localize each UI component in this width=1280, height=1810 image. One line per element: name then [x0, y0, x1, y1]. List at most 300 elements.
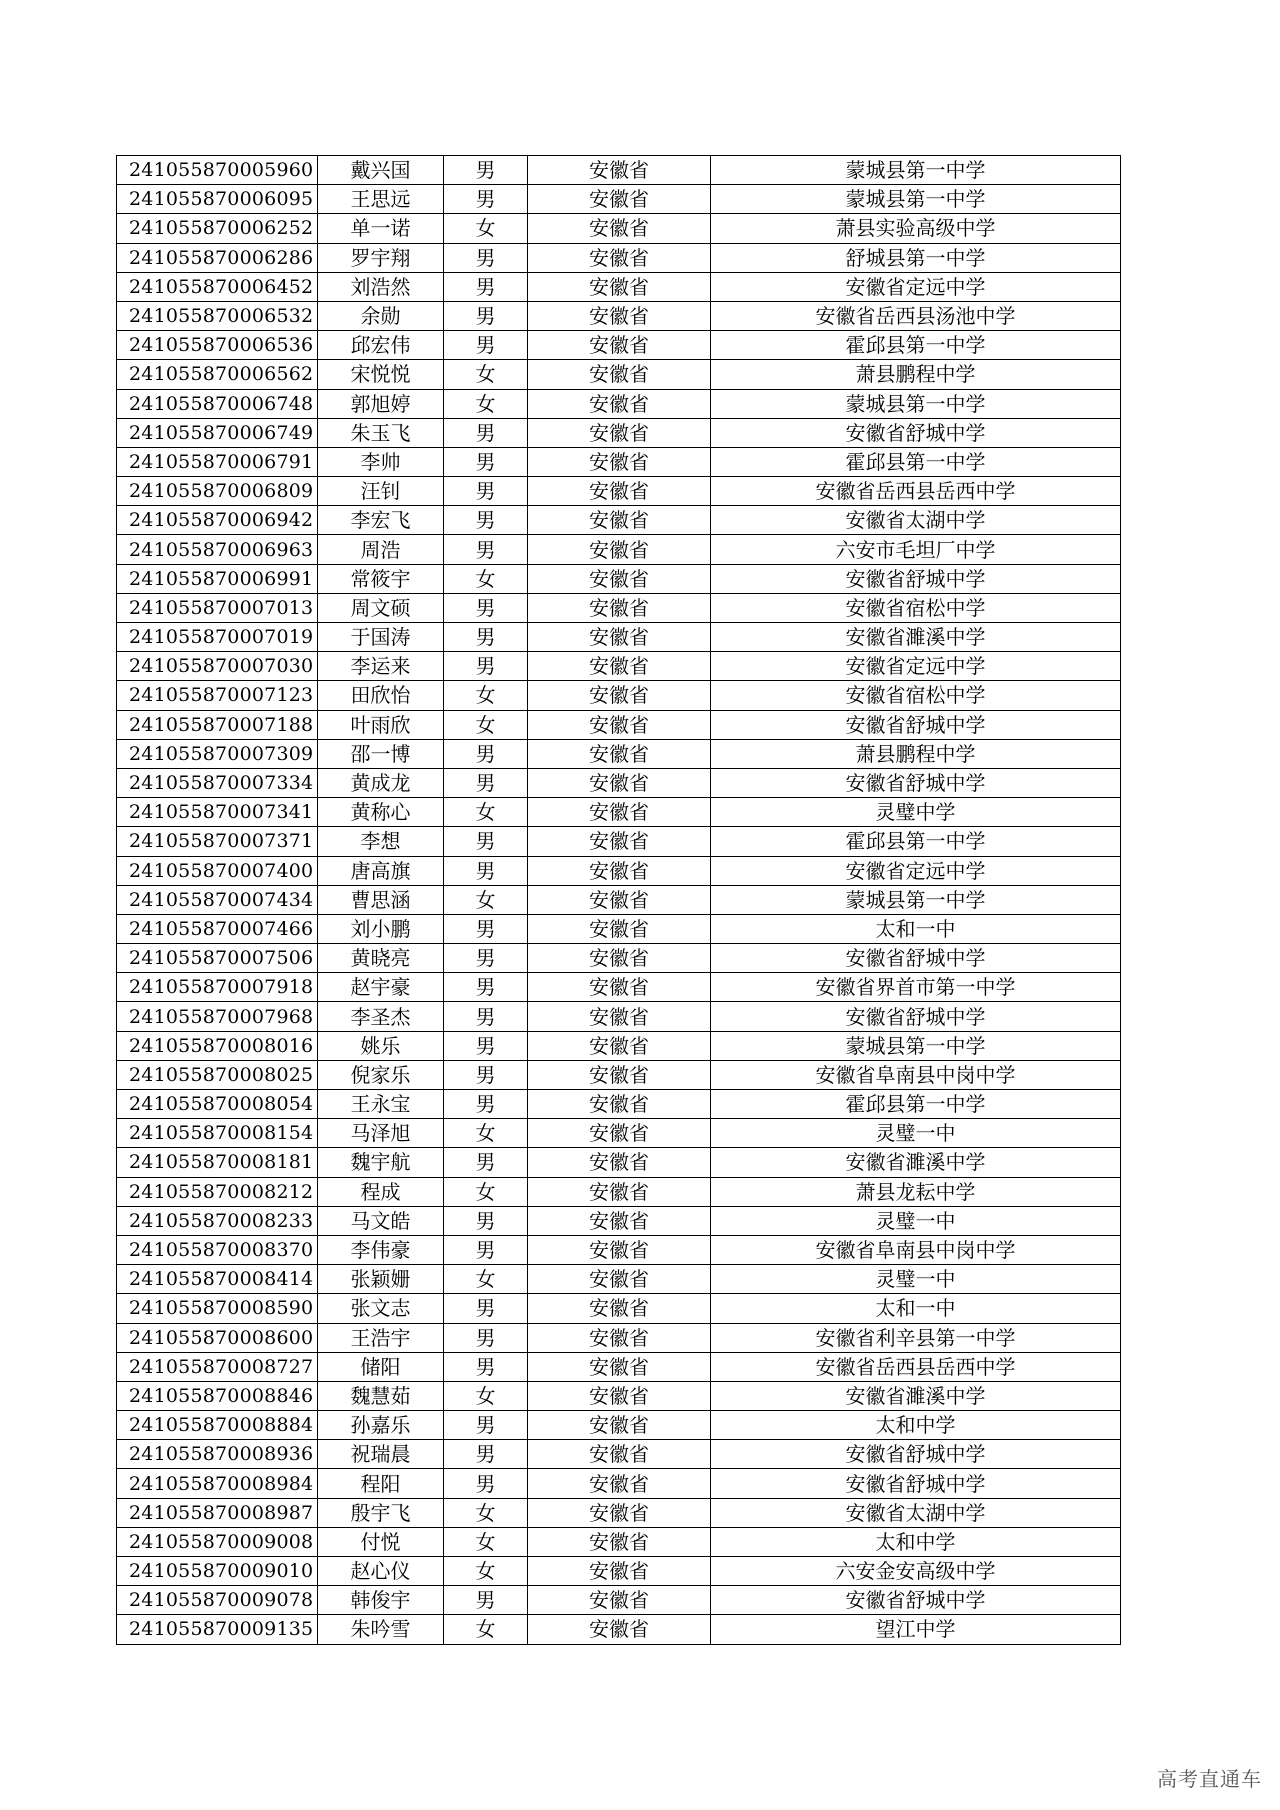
- province-cell: 安徽省: [528, 1206, 711, 1235]
- school-cell: 安徽省阜南县中岗中学: [711, 1235, 1121, 1264]
- table-row: [117, 1498, 1121, 1527]
- exam-id-cell: 241055870008181: [117, 1148, 318, 1177]
- exam-id-cell: 241055870008936: [117, 1440, 318, 1469]
- gender-cell: 男: [444, 535, 528, 564]
- province-cell: 安徽省: [528, 564, 711, 593]
- school-cell: 安徽省太湖中学: [711, 1498, 1121, 1527]
- gender-cell: 女: [444, 1119, 528, 1148]
- student-name-cell: 姚乐: [318, 1031, 444, 1060]
- school-cell: 安徽省利辛县第一中学: [711, 1323, 1121, 1352]
- student-name-cell: 朱吟雪: [318, 1615, 444, 1644]
- exam-id-cell: 241055870006286: [117, 243, 318, 272]
- province-cell: 安徽省: [528, 477, 711, 506]
- school-cell: 蒙城县第一中学: [711, 389, 1121, 418]
- exam-id-cell: 241055870006532: [117, 301, 318, 330]
- student-name-cell: 祝瑞晨: [318, 1440, 444, 1469]
- school-cell: 太和中学: [711, 1527, 1121, 1556]
- student-name-cell: 张颖姗: [318, 1265, 444, 1294]
- province-cell: 安徽省: [528, 1469, 711, 1498]
- province-cell: 安徽省: [528, 914, 711, 943]
- gender-cell: 男: [444, 185, 528, 214]
- table-row: [117, 447, 1121, 476]
- province-cell: 安徽省: [528, 768, 711, 797]
- exam-id-cell: 241055870006536: [117, 331, 318, 360]
- province-cell: 安徽省: [528, 1265, 711, 1294]
- exam-id-cell: 241055870007030: [117, 652, 318, 681]
- gender-cell: 男: [444, 1148, 528, 1177]
- province-cell: 安徽省: [528, 535, 711, 564]
- exam-id-cell: 241055870007309: [117, 739, 318, 768]
- school-cell: 霍邱县第一中学: [711, 331, 1121, 360]
- school-cell: 太和一中: [711, 1294, 1121, 1323]
- student-name-cell: 孙嘉乐: [318, 1411, 444, 1440]
- student-name-cell: 单一诺: [318, 214, 444, 243]
- table-row: [117, 1411, 1121, 1440]
- school-cell: 安徽省舒城中学: [711, 768, 1121, 797]
- table-row: [117, 243, 1121, 272]
- student-name-cell: 叶雨欣: [318, 710, 444, 739]
- table-row: [117, 301, 1121, 330]
- student-name-cell: 李想: [318, 827, 444, 856]
- exam-id-cell: 241055870005960: [117, 156, 318, 185]
- school-cell: 安徽省舒城中学: [711, 1440, 1121, 1469]
- student-name-cell: 王思远: [318, 185, 444, 214]
- province-cell: 安徽省: [528, 827, 711, 856]
- student-name-cell: 储阳: [318, 1352, 444, 1381]
- student-name-cell: 周文硕: [318, 593, 444, 622]
- school-cell: 太和一中: [711, 914, 1121, 943]
- exam-id-cell: 241055870008054: [117, 1090, 318, 1119]
- table-row: [117, 914, 1121, 943]
- school-cell: 安徽省宿松中学: [711, 681, 1121, 710]
- school-cell: 萧县龙耘中学: [711, 1177, 1121, 1206]
- student-name-cell: 于国涛: [318, 623, 444, 652]
- exam-id-cell: 241055870007434: [117, 885, 318, 914]
- gender-cell: 男: [444, 1352, 528, 1381]
- table-row: [117, 973, 1121, 1002]
- school-cell: 蒙城县第一中学: [711, 1031, 1121, 1060]
- exam-id-cell: 241055870006748: [117, 389, 318, 418]
- student-name-cell: 王浩宇: [318, 1323, 444, 1352]
- table-row: [117, 1119, 1121, 1148]
- gender-cell: 女: [444, 681, 528, 710]
- gender-cell: 男: [444, 243, 528, 272]
- student-name-cell: 余勋: [318, 301, 444, 330]
- table-row: [117, 1265, 1121, 1294]
- student-name-cell: 邵一博: [318, 739, 444, 768]
- gender-cell: 女: [444, 1557, 528, 1586]
- province-cell: 安徽省: [528, 1323, 711, 1352]
- school-cell: 安徽省舒城中学: [711, 1586, 1121, 1615]
- table-row: [117, 1031, 1121, 1060]
- gender-cell: 男: [444, 331, 528, 360]
- gender-cell: 男: [444, 1440, 528, 1469]
- exam-id-cell: 241055870008154: [117, 1119, 318, 1148]
- student-name-cell: 李帅: [318, 447, 444, 476]
- school-cell: 安徽省定远中学: [711, 652, 1121, 681]
- gender-cell: 女: [444, 1498, 528, 1527]
- exam-id-cell: 241055870008846: [117, 1381, 318, 1410]
- table-row: [117, 681, 1121, 710]
- exam-id-cell: 241055870008984: [117, 1469, 318, 1498]
- province-cell: 安徽省: [528, 1615, 711, 1644]
- school-cell: 安徽省舒城中学: [711, 944, 1121, 973]
- student-name-cell: 倪家乐: [318, 1060, 444, 1089]
- province-cell: 安徽省: [528, 1060, 711, 1089]
- gender-cell: 女: [444, 1381, 528, 1410]
- gender-cell: 男: [444, 856, 528, 885]
- province-cell: 安徽省: [528, 1440, 711, 1469]
- exam-id-cell: 241055870009078: [117, 1586, 318, 1615]
- student-name-cell: 汪钊: [318, 477, 444, 506]
- gender-cell: 男: [444, 652, 528, 681]
- exam-id-cell: 241055870007968: [117, 1002, 318, 1031]
- gender-cell: 男: [444, 593, 528, 622]
- student-name-cell: 刘浩然: [318, 272, 444, 301]
- table-row: [117, 710, 1121, 739]
- table-row: [117, 1294, 1121, 1323]
- student-name-cell: 程阳: [318, 1469, 444, 1498]
- student-name-cell: 黄成龙: [318, 768, 444, 797]
- province-cell: 安徽省: [528, 593, 711, 622]
- student-name-cell: 郭旭婷: [318, 389, 444, 418]
- province-cell: 安徽省: [528, 301, 711, 330]
- exam-id-cell: 241055870008590: [117, 1294, 318, 1323]
- table-row: [117, 885, 1121, 914]
- watermark-text: 高考直通车: [1157, 1767, 1262, 1791]
- province-cell: 安徽省: [528, 681, 711, 710]
- table-row: [117, 1323, 1121, 1352]
- school-cell: 霍邱县第一中学: [711, 827, 1121, 856]
- exam-id-cell: 241055870008727: [117, 1352, 318, 1381]
- gender-cell: 男: [444, 623, 528, 652]
- gender-cell: 女: [444, 389, 528, 418]
- student-name-cell: 李运来: [318, 652, 444, 681]
- school-cell: 舒城县第一中学: [711, 243, 1121, 272]
- province-cell: 安徽省: [528, 1235, 711, 1264]
- admission-roster-table: [116, 155, 1121, 1645]
- school-cell: 萧县实验高级中学: [711, 214, 1121, 243]
- school-cell: 蒙城县第一中学: [711, 885, 1121, 914]
- province-cell: 安徽省: [528, 1527, 711, 1556]
- province-cell: 安徽省: [528, 856, 711, 885]
- table-row: [117, 1440, 1121, 1469]
- table-row: [117, 1090, 1121, 1119]
- gender-cell: 男: [444, 1294, 528, 1323]
- table-row: [117, 739, 1121, 768]
- province-cell: 安徽省: [528, 156, 711, 185]
- school-cell: 安徽省岳西县汤池中学: [711, 301, 1121, 330]
- exam-id-cell: 241055870006749: [117, 418, 318, 447]
- exam-id-cell: 241055870008212: [117, 1177, 318, 1206]
- province-cell: 安徽省: [528, 1090, 711, 1119]
- school-cell: 霍邱县第一中学: [711, 1090, 1121, 1119]
- gender-cell: 女: [444, 564, 528, 593]
- table-row: [117, 944, 1121, 973]
- gender-cell: 男: [444, 768, 528, 797]
- school-cell: 六安市毛坦厂中学: [711, 535, 1121, 564]
- table-row: [117, 331, 1121, 360]
- gender-cell: 男: [444, 1060, 528, 1089]
- province-cell: 安徽省: [528, 331, 711, 360]
- gender-cell: 男: [444, 1206, 528, 1235]
- table-row: [117, 856, 1121, 885]
- gender-cell: 男: [444, 418, 528, 447]
- province-cell: 安徽省: [528, 1031, 711, 1060]
- province-cell: 安徽省: [528, 739, 711, 768]
- exam-id-cell: 241055870008884: [117, 1411, 318, 1440]
- table-row: [117, 1002, 1121, 1031]
- gender-cell: 男: [444, 156, 528, 185]
- exam-id-cell: 241055870006991: [117, 564, 318, 593]
- table-row: [117, 593, 1121, 622]
- student-name-cell: 黄晓亮: [318, 944, 444, 973]
- province-cell: 安徽省: [528, 1148, 711, 1177]
- province-cell: 安徽省: [528, 1381, 711, 1410]
- gender-cell: 男: [444, 1090, 528, 1119]
- province-cell: 安徽省: [528, 1586, 711, 1615]
- student-name-cell: 赵宇豪: [318, 973, 444, 1002]
- exam-id-cell: 241055870009008: [117, 1527, 318, 1556]
- table-row: [117, 652, 1121, 681]
- student-name-cell: 韩俊宇: [318, 1586, 444, 1615]
- table-row: [117, 360, 1121, 389]
- student-name-cell: 曹思涵: [318, 885, 444, 914]
- student-name-cell: 黄称心: [318, 798, 444, 827]
- student-name-cell: 刘小鹏: [318, 914, 444, 943]
- exam-id-cell: 241055870007334: [117, 768, 318, 797]
- gender-cell: 男: [444, 301, 528, 330]
- province-cell: 安徽省: [528, 243, 711, 272]
- exam-id-cell: 241055870009135: [117, 1615, 318, 1644]
- exam-id-cell: 241055870007341: [117, 798, 318, 827]
- gender-cell: 女: [444, 798, 528, 827]
- province-cell: 安徽省: [528, 623, 711, 652]
- exam-id-cell: 241055870008370: [117, 1235, 318, 1264]
- province-cell: 安徽省: [528, 1002, 711, 1031]
- province-cell: 安徽省: [528, 506, 711, 535]
- exam-id-cell: 241055870007013: [117, 593, 318, 622]
- school-cell: 安徽省舒城中学: [711, 418, 1121, 447]
- school-cell: 安徽省界首市第一中学: [711, 973, 1121, 1002]
- table-row: [117, 506, 1121, 535]
- exam-id-cell: 241055870007918: [117, 973, 318, 1002]
- province-cell: 安徽省: [528, 885, 711, 914]
- gender-cell: 男: [444, 1002, 528, 1031]
- student-name-cell: 程成: [318, 1177, 444, 1206]
- exam-id-cell: 241055870006942: [117, 506, 318, 535]
- table-row: [117, 1557, 1121, 1586]
- table-row: [117, 1352, 1121, 1381]
- student-name-cell: 唐高旗: [318, 856, 444, 885]
- school-cell: 霍邱县第一中学: [711, 447, 1121, 476]
- table-row: [117, 623, 1121, 652]
- table-row: [117, 185, 1121, 214]
- table-row: [117, 768, 1121, 797]
- table-row: [117, 389, 1121, 418]
- table-row: [117, 418, 1121, 447]
- gender-cell: 女: [444, 1177, 528, 1206]
- province-cell: 安徽省: [528, 1557, 711, 1586]
- roster-body: [117, 156, 1121, 1645]
- school-cell: 灵璧中学: [711, 798, 1121, 827]
- gender-cell: 男: [444, 1411, 528, 1440]
- school-cell: 蒙城县第一中学: [711, 156, 1121, 185]
- province-cell: 安徽省: [528, 360, 711, 389]
- exam-id-cell: 241055870007188: [117, 710, 318, 739]
- gender-cell: 男: [444, 914, 528, 943]
- gender-cell: 男: [444, 739, 528, 768]
- student-name-cell: 马文皓: [318, 1206, 444, 1235]
- school-cell: 萧县鹏程中学: [711, 739, 1121, 768]
- student-name-cell: 魏慧茹: [318, 1381, 444, 1410]
- exam-id-cell: 241055870009010: [117, 1557, 318, 1586]
- gender-cell: 男: [444, 477, 528, 506]
- school-cell: 太和中学: [711, 1411, 1121, 1440]
- school-cell: 安徽省濉溪中学: [711, 623, 1121, 652]
- exam-id-cell: 241055870006252: [117, 214, 318, 243]
- gender-cell: 女: [444, 710, 528, 739]
- school-cell: 萧县鹏程中学: [711, 360, 1121, 389]
- student-name-cell: 戴兴国: [318, 156, 444, 185]
- table-row: [117, 1615, 1121, 1644]
- gender-cell: 男: [444, 1586, 528, 1615]
- province-cell: 安徽省: [528, 1177, 711, 1206]
- student-name-cell: 李宏飞: [318, 506, 444, 535]
- exam-id-cell: 241055870007466: [117, 914, 318, 943]
- school-cell: 安徽省岳西县岳西中学: [711, 1352, 1121, 1381]
- exam-id-cell: 241055870006095: [117, 185, 318, 214]
- school-cell: 望江中学: [711, 1615, 1121, 1644]
- school-cell: 安徽省太湖中学: [711, 506, 1121, 535]
- province-cell: 安徽省: [528, 185, 711, 214]
- gender-cell: 女: [444, 214, 528, 243]
- school-cell: 安徽省定远中学: [711, 272, 1121, 301]
- exam-id-cell: 241055870006963: [117, 535, 318, 564]
- province-cell: 安徽省: [528, 214, 711, 243]
- table-row: [117, 1469, 1121, 1498]
- province-cell: 安徽省: [528, 973, 711, 1002]
- table-row: [117, 477, 1121, 506]
- school-cell: 安徽省宿松中学: [711, 593, 1121, 622]
- province-cell: 安徽省: [528, 418, 711, 447]
- table-row: [117, 1206, 1121, 1235]
- gender-cell: 男: [444, 1323, 528, 1352]
- table-row: [117, 272, 1121, 301]
- student-name-cell: 常筱宇: [318, 564, 444, 593]
- gender-cell: 女: [444, 1615, 528, 1644]
- student-name-cell: 宋悦悦: [318, 360, 444, 389]
- gender-cell: 男: [444, 827, 528, 856]
- school-cell: 安徽省舒城中学: [711, 1002, 1121, 1031]
- school-cell: 六安金安高级中学: [711, 1557, 1121, 1586]
- province-cell: 安徽省: [528, 389, 711, 418]
- school-cell: 安徽省定远中学: [711, 856, 1121, 885]
- province-cell: 安徽省: [528, 447, 711, 476]
- exam-id-cell: 241055870006452: [117, 272, 318, 301]
- gender-cell: 男: [444, 272, 528, 301]
- exam-id-cell: 241055870008016: [117, 1031, 318, 1060]
- school-cell: 安徽省舒城中学: [711, 710, 1121, 739]
- table-row: [117, 827, 1121, 856]
- school-cell: 安徽省舒城中学: [711, 564, 1121, 593]
- province-cell: 安徽省: [528, 1498, 711, 1527]
- exam-id-cell: 241055870006791: [117, 447, 318, 476]
- exam-id-cell: 241055870006809: [117, 477, 318, 506]
- school-cell: 灵璧一中: [711, 1119, 1121, 1148]
- student-name-cell: 田欣怡: [318, 681, 444, 710]
- exam-id-cell: 241055870008600: [117, 1323, 318, 1352]
- table-row: [117, 1586, 1121, 1615]
- gender-cell: 女: [444, 885, 528, 914]
- table-row: [117, 1148, 1121, 1177]
- gender-cell: 女: [444, 1265, 528, 1294]
- student-name-cell: 李伟豪: [318, 1235, 444, 1264]
- school-cell: 安徽省濉溪中学: [711, 1381, 1121, 1410]
- student-name-cell: 殷宇飞: [318, 1498, 444, 1527]
- gender-cell: 男: [444, 944, 528, 973]
- student-name-cell: 付悦: [318, 1527, 444, 1556]
- student-name-cell: 周浩: [318, 535, 444, 564]
- table-row: [117, 1177, 1121, 1206]
- exam-id-cell: 241055870008233: [117, 1206, 318, 1235]
- exam-id-cell: 241055870007400: [117, 856, 318, 885]
- table-row: [117, 156, 1121, 185]
- student-name-cell: 魏宇航: [318, 1148, 444, 1177]
- school-cell: 灵璧一中: [711, 1206, 1121, 1235]
- gender-cell: 男: [444, 447, 528, 476]
- exam-id-cell: 241055870007123: [117, 681, 318, 710]
- table-row: [117, 535, 1121, 564]
- table-row: [117, 214, 1121, 243]
- exam-id-cell: 241055870007371: [117, 827, 318, 856]
- exam-id-cell: 241055870007019: [117, 623, 318, 652]
- student-name-cell: 李圣杰: [318, 1002, 444, 1031]
- table-row: [117, 1235, 1121, 1264]
- province-cell: 安徽省: [528, 1294, 711, 1323]
- exam-id-cell: 241055870008414: [117, 1265, 318, 1294]
- table-row: [117, 798, 1121, 827]
- table-row: [117, 564, 1121, 593]
- gender-cell: 男: [444, 1235, 528, 1264]
- province-cell: 安徽省: [528, 944, 711, 973]
- table-row: [117, 1060, 1121, 1089]
- school-cell: 安徽省岳西县岳西中学: [711, 477, 1121, 506]
- student-name-cell: 张文志: [318, 1294, 444, 1323]
- gender-cell: 男: [444, 506, 528, 535]
- student-name-cell: 赵心仪: [318, 1557, 444, 1586]
- province-cell: 安徽省: [528, 1119, 711, 1148]
- province-cell: 安徽省: [528, 798, 711, 827]
- exam-id-cell: 241055870008987: [117, 1498, 318, 1527]
- gender-cell: 男: [444, 973, 528, 1002]
- gender-cell: 男: [444, 1031, 528, 1060]
- gender-cell: 女: [444, 1527, 528, 1556]
- gender-cell: 男: [444, 1469, 528, 1498]
- exam-id-cell: 241055870006562: [117, 360, 318, 389]
- table-row: [117, 1381, 1121, 1410]
- school-cell: 安徽省舒城中学: [711, 1469, 1121, 1498]
- student-name-cell: 罗宇翔: [318, 243, 444, 272]
- student-name-cell: 马泽旭: [318, 1119, 444, 1148]
- school-cell: 灵璧一中: [711, 1265, 1121, 1294]
- school-cell: 安徽省阜南县中岗中学: [711, 1060, 1121, 1089]
- school-cell: 蒙城县第一中学: [711, 185, 1121, 214]
- student-name-cell: 邱宏伟: [318, 331, 444, 360]
- province-cell: 安徽省: [528, 710, 711, 739]
- province-cell: 安徽省: [528, 272, 711, 301]
- province-cell: 安徽省: [528, 652, 711, 681]
